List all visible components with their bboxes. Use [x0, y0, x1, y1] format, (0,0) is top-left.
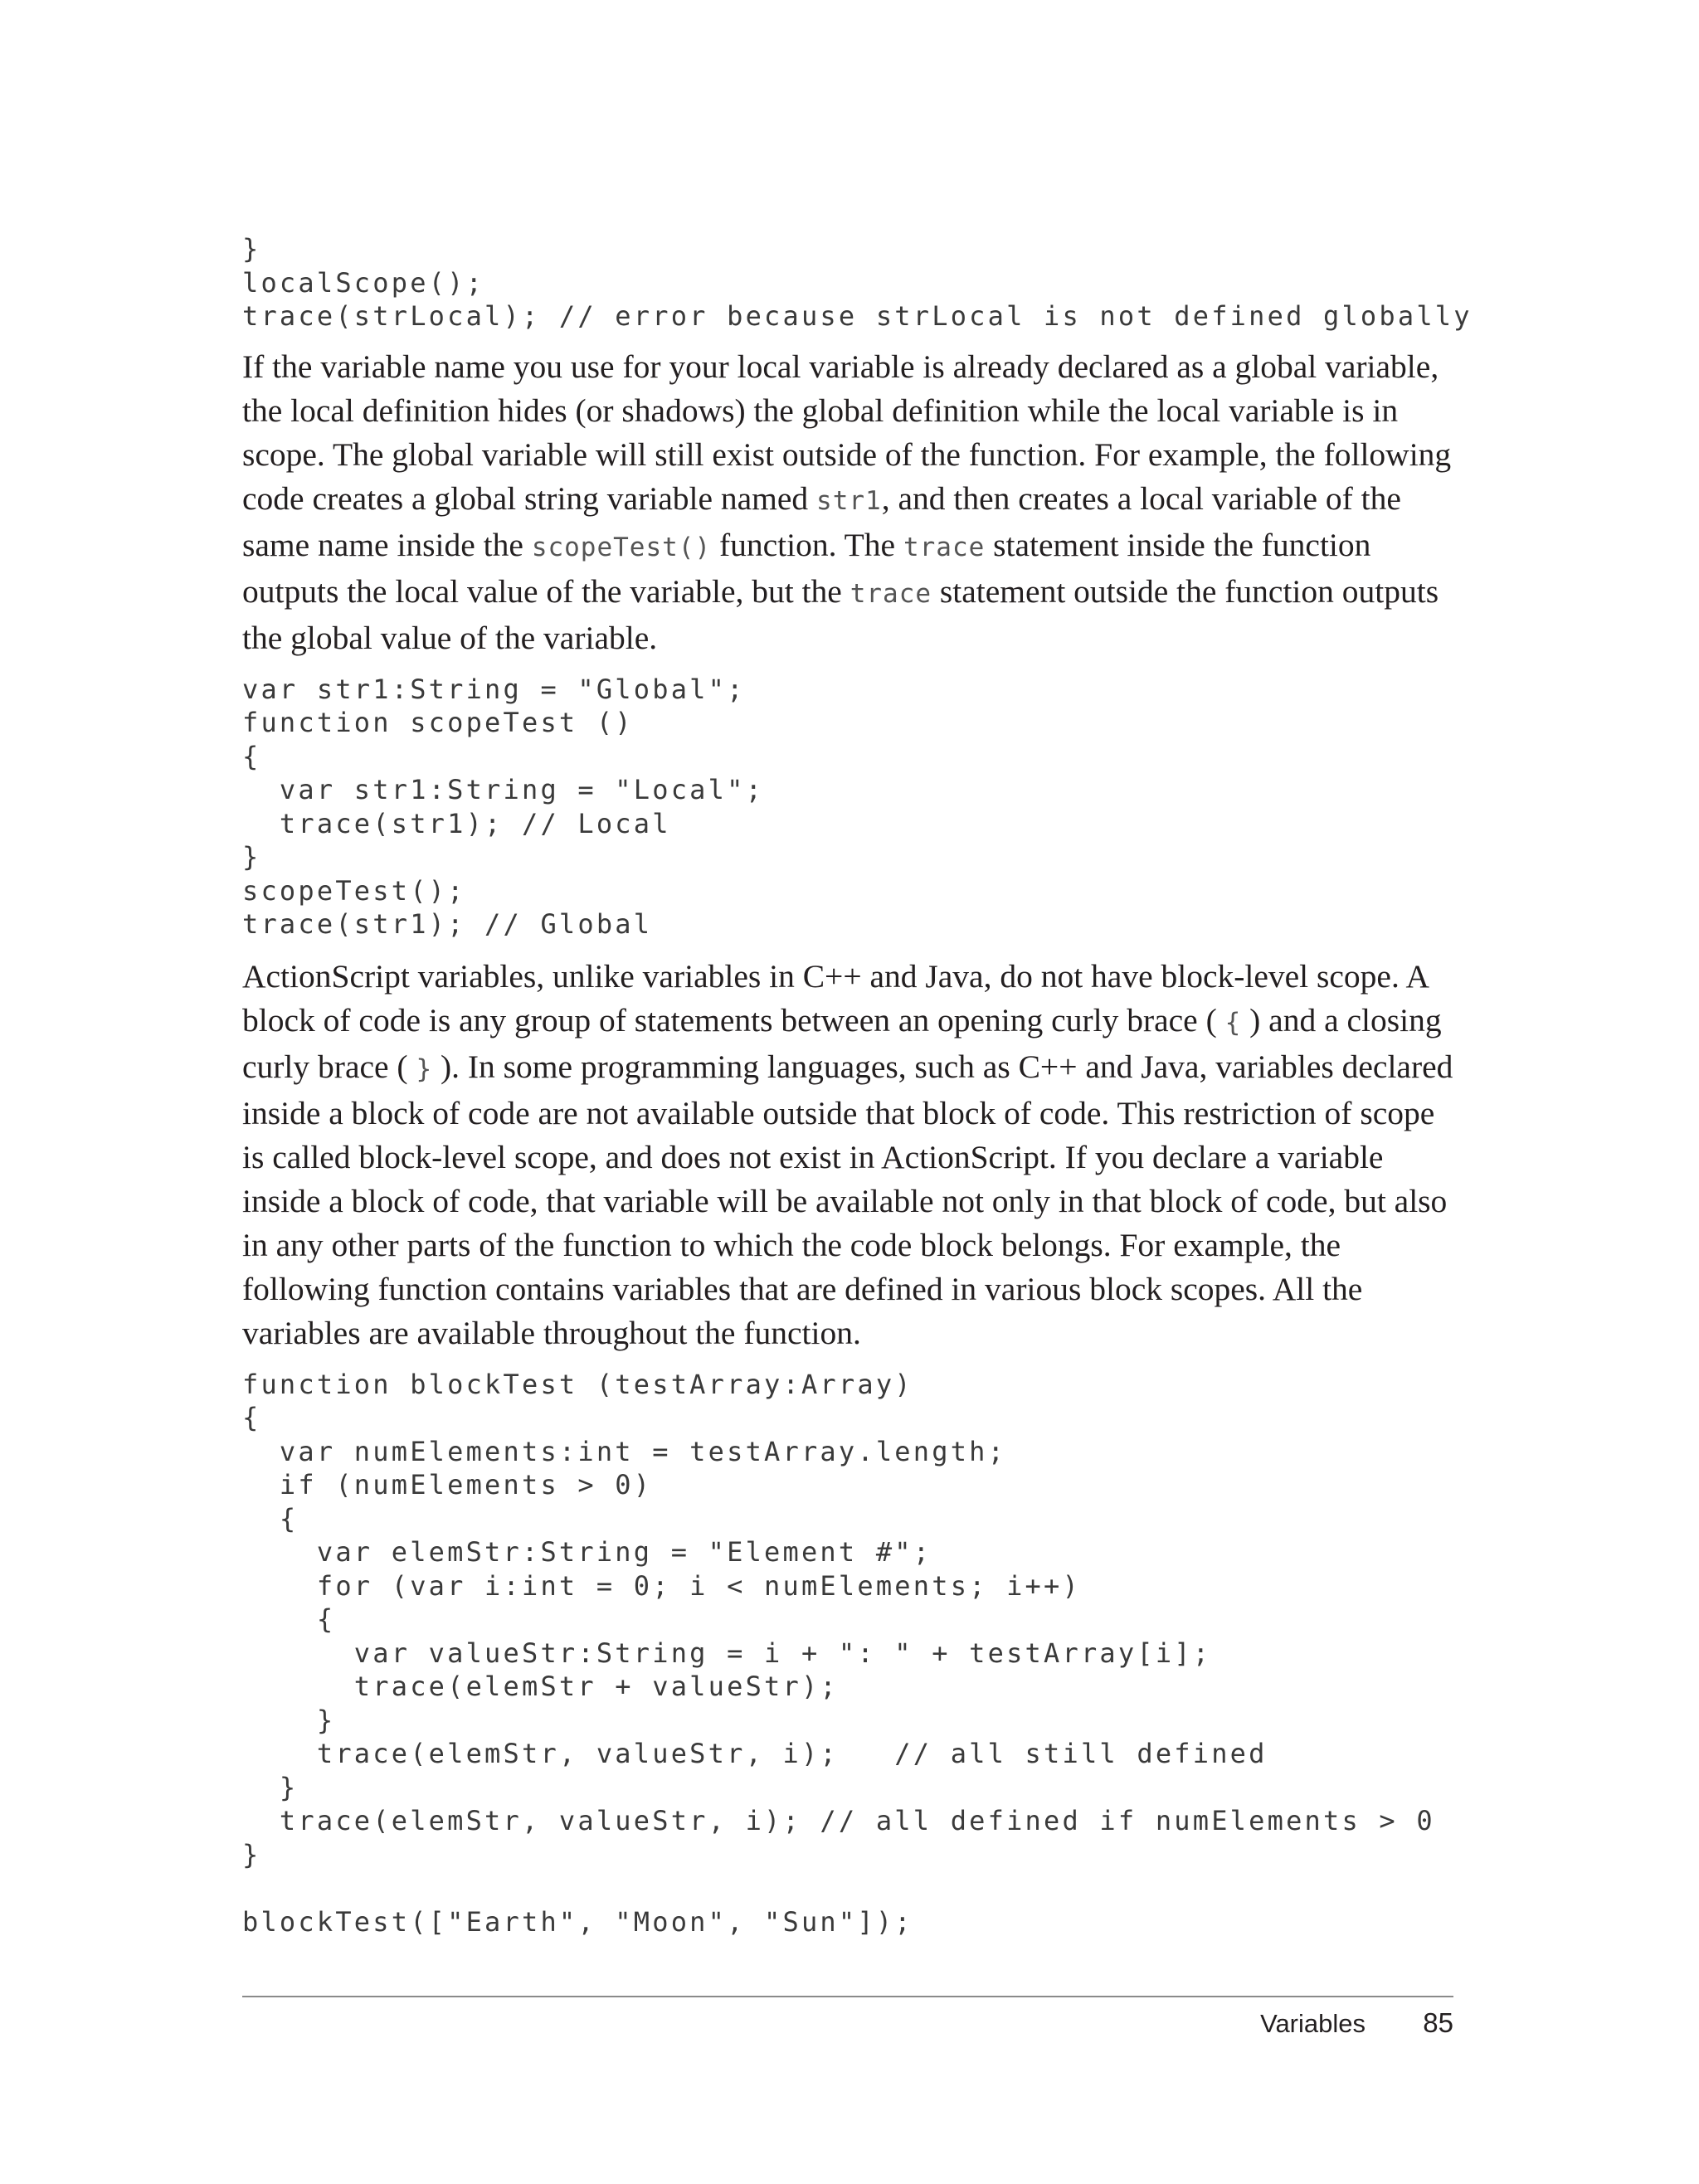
paragraph-block-scope: [242, 955, 1453, 1355]
text-run: statement outside the function outputs the global value of the variable.: [242, 572, 1439, 656]
inline-code: trace: [903, 532, 986, 562]
text-run: statement inside the function outputs the local value of the variable, but the: [242, 526, 1371, 610]
code-block-local-scope: } localScope(); trace(strLocal); // error because strLocal is not defined globally: [242, 233, 1473, 332]
code-block-block-test: function blockTest (testArray:Array) { var numElements:int = testArray.length; if (numElements > 0) { var elemStr:String = "Element #"; for (var i:int = 0; i < numElements; i++) { var valueStr:String = i + ": " + testArray[i]; trace(elemStr + valueStr); } trace(elemStr, valueStr, i); // all still defined } trace(elemStr, valueStr, i); // all defined if numElements > 0 } blockTest(["Earth", "Moon", "Sun"]);: [242, 1368, 1435, 1938]
text-run: , and then creates a local variable of the same name inside the: [242, 479, 1401, 563]
text-run: function. The: [711, 526, 903, 563]
footer-divider: [242, 1996, 1453, 1997]
inline-code: }: [416, 1053, 433, 1084]
text-run: ) and a closing curly brace (: [242, 1001, 1442, 1085]
text-run: If the variable name you use for your local variable is already declared as a global variable, the local definition hides (or shadows) the global definition while the local variable is in scope. The global variable will still exist outside of the function. For example, the following code creates a global string variable named: [242, 348, 1452, 517]
text-run: ActionScript variables, unlike variables in C++ and Java, do not have block-level scope. A block of code is any group of statements between an opening curly brace (: [242, 957, 1428, 1038]
inline-code: str1: [816, 485, 882, 516]
code-block-scope-test: var str1:String = "Global"; function scopeTest () { var str1:String = "Local"; trace(str1); // Local } scopeTest(); trace(str1); // Global: [242, 673, 765, 940]
inline-code: {: [1224, 1007, 1242, 1038]
page-content: [242, 232, 1473, 1938]
text-run: ). In some programming languages, such as C++ and Java, variables declared inside a block of code are not available outside that block of code. This restriction of scope is called block-level scope, and does not exist in ActionScript. If you declare a variable inside a block of code, that variable will be available not only in that block of code, but also in any other parts of the function to which the code block belongs. For example, the following function contains variables that are defined in various block scopes. All the variables are available throughout the function.: [242, 1048, 1453, 1351]
inline-code: trace: [850, 578, 932, 609]
footer-section-title: Variables: [1260, 2009, 1366, 2038]
paragraph-shadowing: [242, 345, 1453, 660]
inline-code: scopeTest(): [531, 532, 712, 562]
page-number: 85: [1423, 2007, 1453, 2038]
